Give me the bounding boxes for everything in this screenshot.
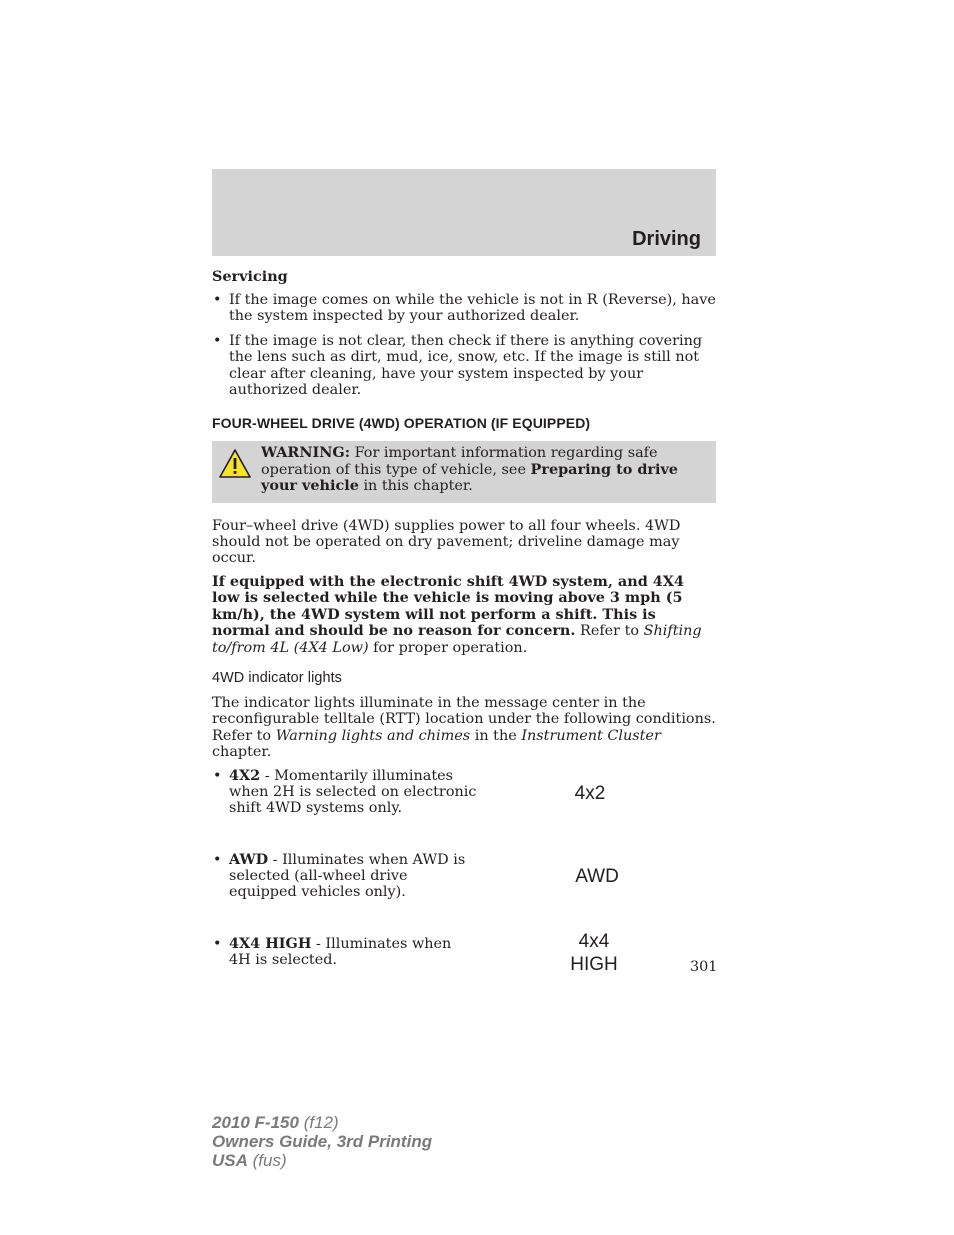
bullet-glyph: • xyxy=(213,851,222,868)
warning-bold-ref: Preparing to drive your vehicle xyxy=(261,460,678,495)
bullet-glyph: • xyxy=(213,767,222,784)
servicing-heading: Servicing xyxy=(212,268,288,285)
indicator-intro-after: chapter. xyxy=(212,744,272,761)
indicator-item-4x2 xyxy=(212,768,716,852)
fwd-section-heading: FOUR-WHEEL DRIVE (4WD) OPERATION (IF EQUIPPED) xyxy=(212,415,591,432)
warning-box xyxy=(212,441,716,502)
warning-text-before: For important information regarding safe operation of this type of vehicle, see xyxy=(261,445,658,478)
list-item xyxy=(212,292,716,325)
bullet-glyph: • xyxy=(213,332,222,349)
indicator-symbol-line: 4x4 xyxy=(578,930,610,952)
footer-model-code: (f12) xyxy=(303,1113,339,1132)
page-number: 301 xyxy=(690,959,718,975)
indicator-intro-middle: in the xyxy=(474,727,517,744)
servicing-list xyxy=(212,292,716,398)
list-item xyxy=(212,333,716,399)
indicator-symbol-line: 4x2 xyxy=(574,782,606,804)
document-footer xyxy=(212,1113,432,1170)
fwd-paragraph-1: Four–wheel drive (4WD) supplies power to all four wheels. 4WD should not be operated on dry pavement; driveline damage may occur. xyxy=(212,517,681,567)
bullet-glyph: • xyxy=(213,935,222,952)
page-content xyxy=(212,268,716,1020)
indicator-item-label: 4X4 HIGH xyxy=(229,934,312,952)
fwd-paragraph-2-refer: Refer to xyxy=(579,623,640,640)
fwd-paragraph-2-after: for proper operation. xyxy=(373,639,528,656)
indicator-item-text: - Illuminates when 4H is selected. xyxy=(229,935,452,968)
fwd-paragraph-2-ref: Shifting to/from 4L (4X4 Low) xyxy=(212,623,702,656)
indicator-item-label: 4X2 xyxy=(229,766,261,784)
indicator-item-text: - Illuminates when AWD is selected (all-wheel drive equipped vehicles only). xyxy=(229,851,466,901)
indicator-4x2-symbol xyxy=(560,782,620,805)
indicator-intro xyxy=(212,695,716,761)
indicator-item-label: AWD xyxy=(229,850,269,868)
warning-triangle-icon xyxy=(219,448,251,480)
indicator-item-text: - Momentarily illuminates when 2H is selected on electronic shift 4WD systems only. xyxy=(229,767,477,817)
indicator-item-awd xyxy=(212,852,716,936)
indicator-symbol-line: AWD xyxy=(575,865,619,887)
chapter-title: Driving xyxy=(632,228,701,250)
footer-market: USA xyxy=(212,1151,248,1170)
indicator-symbol-line: HIGH xyxy=(570,953,618,975)
indicator-intro-before: The indicator lights illuminate in the message center in the reconfigurable telltale (RTT) location under the following conditions. Refer to xyxy=(212,694,716,744)
warning-text-after: in this chapter. xyxy=(363,478,473,495)
warning-label: WARNING: xyxy=(261,444,351,462)
indicator-intro-ref-1: Warning lights and chimes xyxy=(275,727,471,744)
footer-guide: Owners Guide, 3rd Printing xyxy=(212,1132,433,1151)
servicing-bullet-2: If the image is not clear, then check if there is anything covering the lens such as dirt, mud, ice, snow, etc. If the image is still not clear after cleaning, have your system inspected by your authorized dealer. xyxy=(229,332,703,399)
footer-market-code: (fus) xyxy=(252,1151,287,1170)
indicator-awd-symbol xyxy=(567,865,627,888)
indicator-item-4x4-high xyxy=(212,930,716,1020)
bullet-glyph: • xyxy=(213,292,222,308)
indicator-section-heading: 4WD indicator lights xyxy=(212,669,342,686)
footer-model: 2010 F-150 xyxy=(212,1113,299,1132)
indicator-4x4-high-symbol xyxy=(564,930,624,976)
indicator-intro-ref-2: Instrument Cluster xyxy=(521,727,661,744)
chapter-header-band xyxy=(212,169,716,256)
servicing-bullet-1: If the image comes on while the vehicle is not in R (Reverse), have the system inspected by your authorized dealer. xyxy=(229,292,716,325)
fwd-paragraph-2 xyxy=(212,574,716,656)
fwd-paragraph-2-bold: If equipped with the electronic shift 4WD system, and 4X4 low is selected while the vehicle is moving above 3 mph (5 km/h), the 4WD system will not perform a shift. This is normal and should be no reason for concern. xyxy=(212,572,684,640)
